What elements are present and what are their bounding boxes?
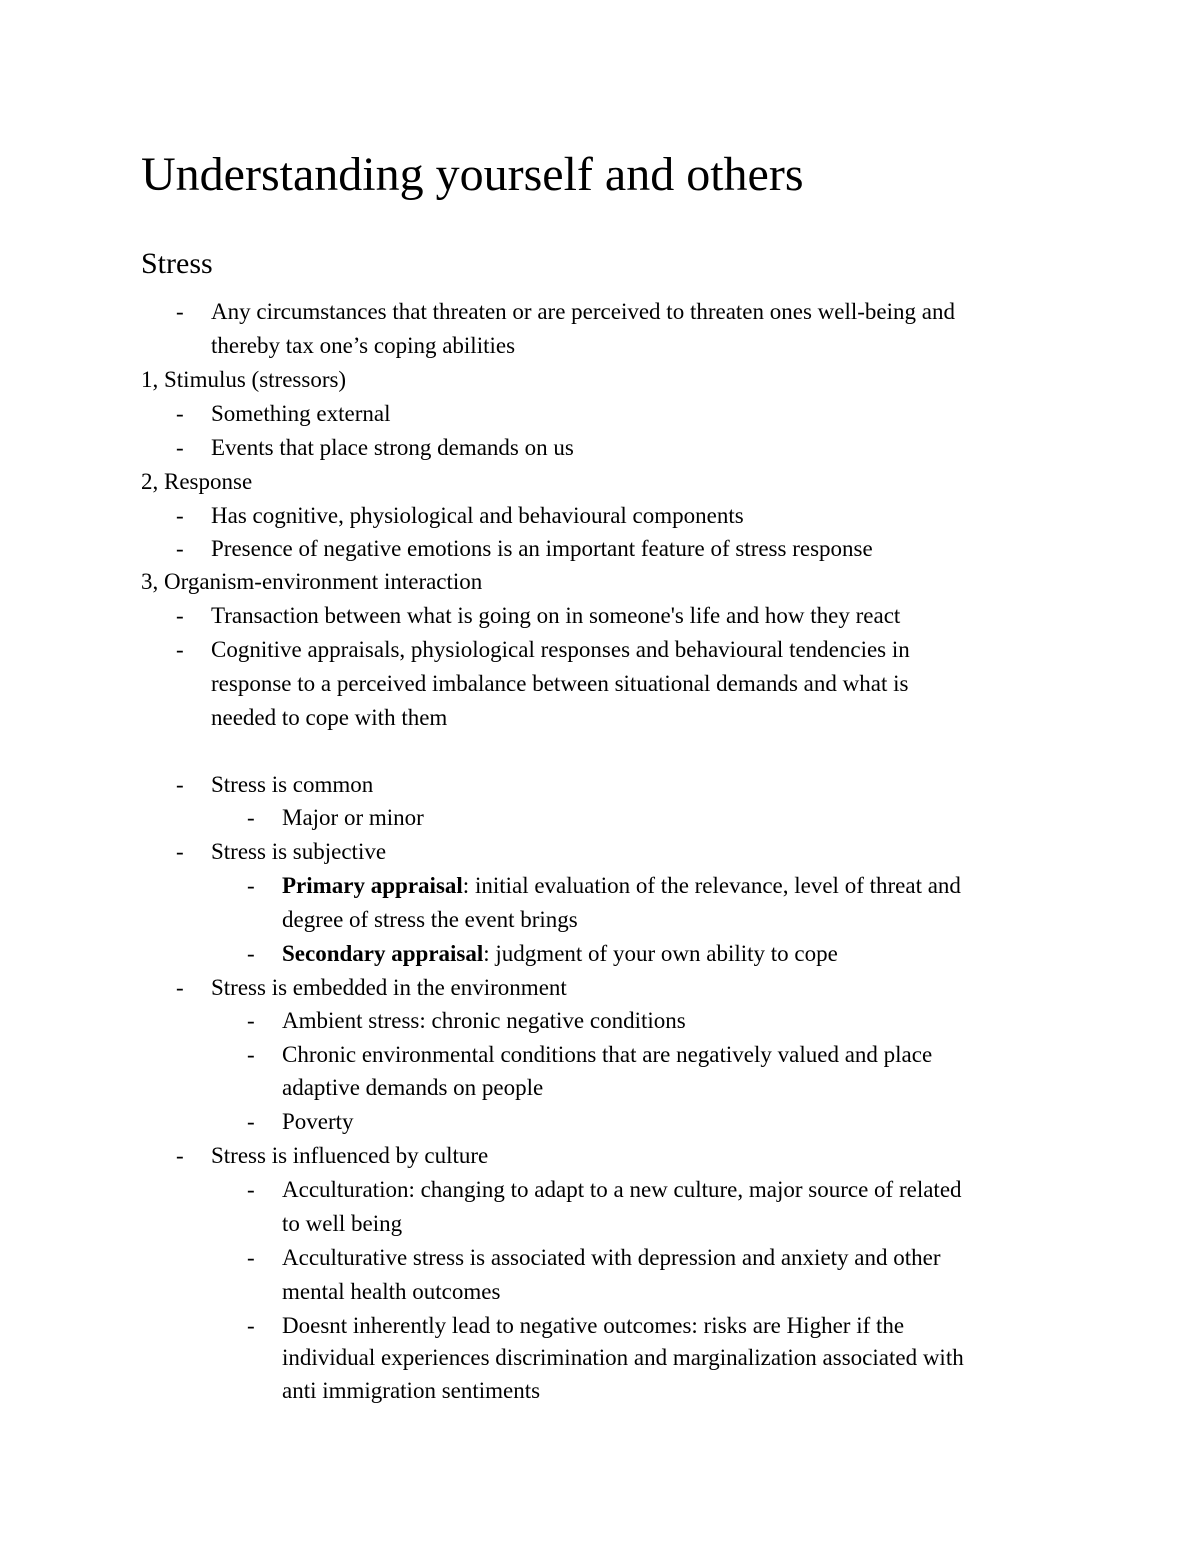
- sub-list-item: Secondary appraisal: judgment of your own ability to cope: [282, 941, 838, 966]
- list-item: Cognitive appraisals, physiological responses and behavioural tendencies in: [211, 637, 910, 662]
- numbered-heading: 2, Response: [141, 469, 253, 494]
- bullet-dash: -: [247, 1042, 255, 1067]
- term-primary-appraisal: Primary appraisal: [282, 873, 463, 898]
- bullet-dash: -: [247, 1177, 255, 1202]
- term-secondary-appraisal: Secondary appraisal: [282, 941, 484, 966]
- bullet-dash: -: [247, 1245, 255, 1270]
- bullet-dash: -: [176, 975, 184, 1000]
- bullet-dash: -: [176, 1143, 184, 1168]
- sub-list-item: Doesnt inherently lead to negative outcomes: risks are Higher if the: [282, 1313, 905, 1338]
- list-item: Stress is common: [211, 772, 374, 797]
- term-definition: judgment of your own ability to cope: [495, 941, 838, 966]
- bullet-dash: -: [247, 805, 255, 830]
- term-definition: initial evaluation of the relevance, level of threat and: [474, 873, 961, 898]
- sub-list-item-continuation: degree of stress the event brings: [282, 907, 578, 932]
- list-item: Stress is subjective: [211, 839, 387, 864]
- sub-list-item-continuation: to well being: [282, 1211, 403, 1236]
- list-item: Something external: [211, 401, 391, 426]
- bullet-dash: -: [176, 299, 184, 324]
- sub-list-item-continuation: anti immigration sentiments: [282, 1378, 541, 1403]
- sub-list-item: Chronic environmental conditions that are negatively valued and place: [282, 1042, 933, 1067]
- sub-list-item: Major or minor: [282, 805, 424, 830]
- sub-list-item: Poverty: [282, 1109, 354, 1134]
- definition-line: thereby tax one’s coping abilities: [211, 333, 516, 358]
- sub-list-item-continuation: individual experiences discrimination and marginalization associated with: [282, 1345, 964, 1370]
- bullet-dash: -: [247, 1008, 255, 1033]
- list-item: Events that place strong demands on us: [211, 435, 574, 460]
- bullet-dash: -: [176, 503, 184, 528]
- bullet-dash: -: [247, 941, 255, 966]
- bullet-dash: -: [176, 536, 184, 561]
- page-title: Understanding yourself and others: [141, 148, 804, 201]
- list-item: Stress is influenced by culture: [211, 1143, 489, 1168]
- list-item: Stress is embedded in the environment: [211, 975, 567, 1000]
- list-item-continuation: needed to cope with them: [211, 705, 448, 730]
- section-heading: Stress: [141, 247, 213, 280]
- sub-list-item-continuation: mental health outcomes: [282, 1279, 501, 1304]
- bullet-dash: -: [247, 873, 255, 898]
- sub-list-item: Ambient stress: chronic negative conditions: [282, 1008, 686, 1033]
- sub-list-item: Primary appraisal: initial evaluation of the relevance, level of threat and: [282, 873, 961, 898]
- bullet-dash: -: [176, 401, 184, 426]
- sub-list-item: Acculturation: changing to adapt to a new culture, major source of related: [282, 1177, 962, 1202]
- list-item: Presence of negative emotions is an important feature of stress response: [211, 536, 873, 561]
- list-item: Transaction between what is going on in someone's life and how they react: [211, 603, 901, 628]
- bullet-dash: -: [247, 1109, 255, 1134]
- sub-list-item: Acculturative stress is associated with depression and anxiety and other: [282, 1245, 941, 1270]
- bullet-dash: -: [176, 603, 184, 628]
- bullet-dash: -: [176, 435, 184, 460]
- bullet-dash: -: [176, 839, 184, 864]
- list-item: Has cognitive, physiological and behavioural components: [211, 503, 744, 528]
- list-item-continuation: response to a perceived imbalance between situational demands and what is: [211, 671, 909, 696]
- numbered-heading: 1, Stimulus (stressors): [141, 367, 347, 392]
- bullet-dash: -: [176, 637, 184, 662]
- numbered-heading: 3, Organism-environment interaction: [141, 569, 483, 594]
- definition-line: Any circumstances that threaten or are perceived to threaten ones well-being and: [211, 299, 955, 324]
- bullet-dash: -: [247, 1313, 255, 1338]
- bullet-dash: -: [176, 772, 184, 797]
- sub-list-item-continuation: adaptive demands on people: [282, 1075, 544, 1100]
